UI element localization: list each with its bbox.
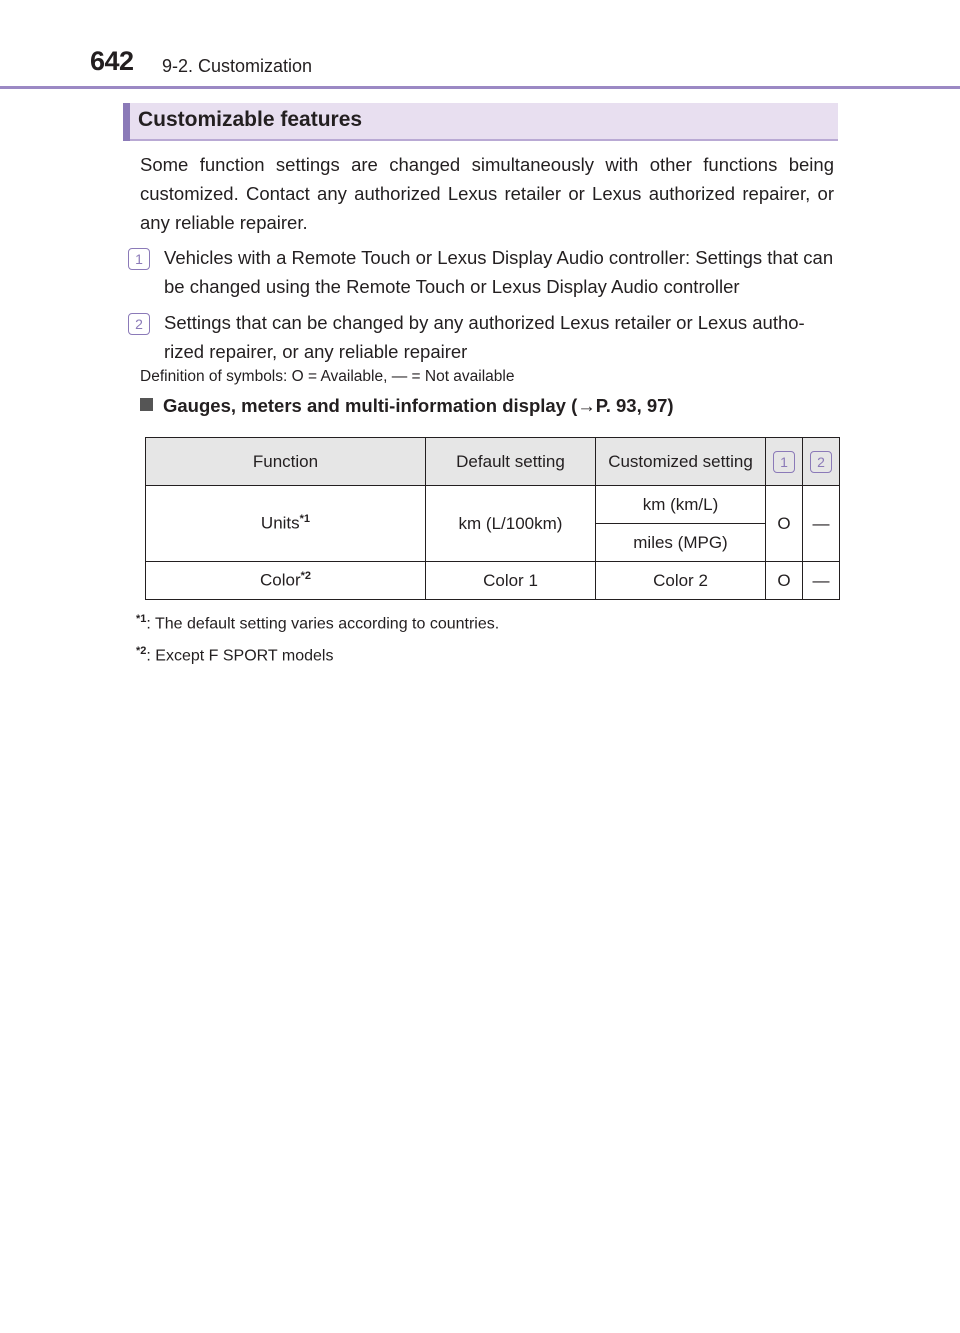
cell-default: km (L/100km) — [426, 486, 596, 562]
header-col-1 — [766, 438, 803, 486]
cell-customized: miles (MPG) — [596, 524, 766, 562]
cell-available-1: O — [766, 562, 803, 600]
table-header-row — [146, 438, 840, 486]
heading-bar — [123, 103, 838, 141]
note-marker-2: 2 — [128, 313, 150, 335]
note-1: Vehicles with a Remote Touch or Lexus Display Audio controller: Settings that can be changed using the Remote Touch or Lexus Display Audio controller — [164, 247, 834, 297]
footnote-ref: *1 — [299, 513, 311, 526]
cell-default: Color 1 — [426, 562, 596, 600]
footnote-ref: *2 — [300, 570, 312, 583]
footnote-1 — [136, 613, 499, 633]
footnote-marker: *1 — [136, 613, 147, 625]
header-default: Default setting — [426, 438, 596, 486]
cell-function — [146, 562, 426, 600]
heading-accent — [123, 103, 130, 141]
cell-function — [146, 486, 426, 562]
table-row — [146, 562, 840, 600]
section-title: 9-2. Customization — [162, 56, 313, 76]
header-customized: Customized setting — [596, 438, 766, 486]
cell-available-1: O — [766, 486, 803, 562]
function-label: Units — [260, 513, 300, 533]
heading-text: Customizable features — [138, 108, 363, 131]
table-row — [146, 486, 840, 524]
header-col-2 — [803, 438, 840, 486]
footnote-2 — [136, 645, 333, 665]
page-number: 642 — [90, 46, 134, 76]
note-marker-1: 1 — [128, 248, 150, 270]
footnote-marker: *2 — [136, 645, 147, 657]
square-bullet-icon — [140, 398, 153, 411]
cell-available-2: — — [803, 562, 840, 600]
symbol-legend: Definition of symbols: O = Available, — = Not available — [140, 368, 515, 385]
footnote-text: : Except F SPORT models — [146, 647, 334, 665]
subheading-text: Gauges, meters and multi-information display (→P. 93, 97) — [163, 395, 674, 416]
circled-2-icon: 2 — [810, 451, 832, 473]
cell-customized: Color 2 — [596, 562, 766, 600]
cell-available-2: — — [803, 486, 840, 562]
function-label: Color — [259, 570, 301, 590]
settings-table — [145, 437, 840, 600]
intro-paragraph: Some function settings are changed simultaneously with other functions being customized. Contact any authorized Lexus retailer or Lexus authorized repairer, or any reliable repairer. — [140, 154, 834, 233]
header-function: Function — [146, 438, 426, 486]
cell-customized: km (km/L) — [596, 486, 766, 524]
footnote-text: : The default setting varies according to countries. — [146, 615, 500, 633]
circled-1-icon: 1 — [773, 451, 795, 473]
note-2: Settings that can be changed by any authorized Lexus retailer or Lexus autho-rized repairer, or any reliable repairer — [164, 312, 805, 362]
subheading — [140, 395, 674, 417]
header-rule — [0, 86, 960, 89]
